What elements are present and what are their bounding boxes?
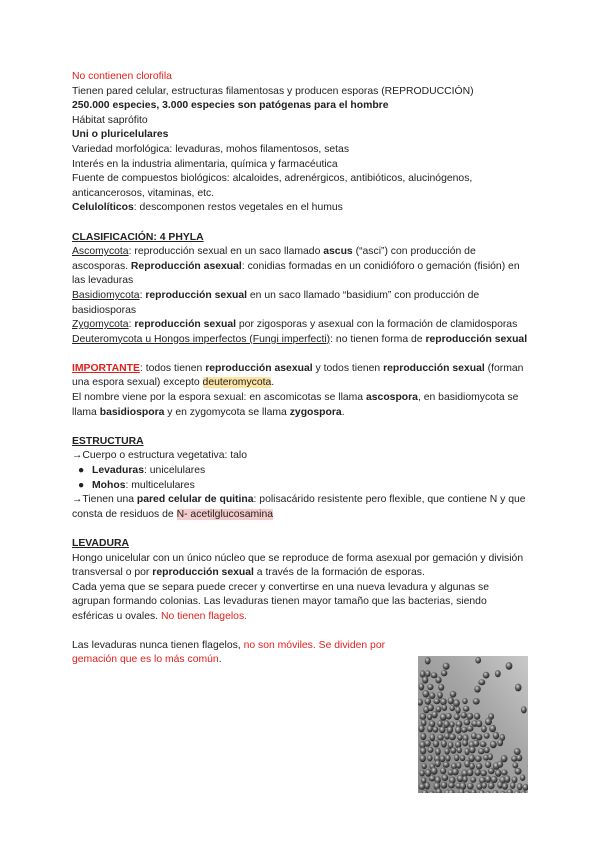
yeast-cell bbox=[420, 733, 426, 740]
yeast-cell bbox=[495, 769, 501, 776]
yeast-cell bbox=[450, 705, 455, 711]
yeast-cell bbox=[484, 747, 490, 754]
estructura-heading: ESTRUCTURA bbox=[72, 435, 144, 447]
yeast-cell bbox=[510, 782, 515, 789]
yeast-cell bbox=[422, 676, 428, 683]
yeast-cell bbox=[419, 770, 424, 777]
yeast-cell bbox=[484, 733, 490, 739]
yeast-cell bbox=[520, 774, 525, 781]
yeast-cell bbox=[485, 761, 491, 768]
yeast-cell bbox=[439, 726, 445, 733]
yeast-cell bbox=[488, 782, 495, 789]
yeast-cell bbox=[450, 747, 456, 754]
yeast-cell bbox=[430, 734, 435, 742]
yeast-cell bbox=[453, 699, 460, 707]
yeast-cell bbox=[427, 684, 433, 690]
ascomycota-paragraph: Ascomycota: reproducción sexual en un saco llamado ascus (“asci”) con producción de ascosporas. Reproducción asexual: conidias formadas en un conidióforo o gemación (fisión) en las levaduras bbox=[72, 246, 520, 287]
interest-line: Interés en la industria alimentaria, química y farmacéutica bbox=[72, 158, 338, 170]
yeast-cell bbox=[493, 732, 499, 740]
yeast-cell bbox=[418, 725, 424, 732]
yeast-cell bbox=[457, 734, 462, 740]
yeast-cell bbox=[512, 762, 518, 768]
yeast-cell bbox=[474, 713, 480, 720]
yeast-cell bbox=[450, 691, 457, 698]
yeast-cell bbox=[474, 686, 480, 693]
list-item: ● Mohos: multicelulares bbox=[72, 479, 528, 494]
yeast-cell bbox=[485, 775, 491, 782]
yeast-cell bbox=[497, 781, 503, 788]
yeast-cell bbox=[476, 734, 483, 741]
estructura-list bbox=[72, 464, 528, 493]
yeast-cell bbox=[425, 657, 431, 664]
yeast-cell bbox=[442, 774, 449, 781]
yeast-cell bbox=[468, 754, 475, 762]
yeast-cell bbox=[470, 777, 476, 783]
yeast-cell bbox=[473, 698, 480, 704]
list-item: ● Levaduras: unicelulares bbox=[72, 464, 528, 479]
yeast-cell bbox=[506, 662, 513, 670]
yeast-cell bbox=[467, 713, 474, 720]
zygomycota-paragraph: Zygomycota: reproducción sexual por zigosporas y asexual con la formación de clamidosporas bbox=[72, 319, 518, 331]
yeast-cell bbox=[467, 769, 474, 776]
importante-paragraph: IMPORTANTE: todos tienen reproducción asexual y todos tienen reproducción sexual (forman una espora sexual) excepto deuteromycota. bbox=[72, 362, 524, 389]
yeast-cell bbox=[502, 783, 508, 790]
yeast-cell bbox=[483, 672, 490, 679]
yeast-cell bbox=[425, 740, 431, 747]
uni-line: Uni o pluricelulares bbox=[72, 129, 169, 141]
levadura-paragraph-2: Cada yema que se separa puede crecer y convertirse en una nueva levadura y algunas se agrupan formando colonias. Las levaduras tienen mayor tamaño que las bacterias, siendo esféricas u ovales. No tienen flagelos. bbox=[72, 581, 490, 622]
yeast-cell bbox=[429, 692, 435, 699]
yeast-cell bbox=[440, 713, 447, 720]
yeast-cell bbox=[433, 740, 439, 748]
yeast-cell bbox=[455, 741, 461, 748]
cuerpo-line: →Cuerpo o estructura vegetativa: talo bbox=[72, 450, 248, 462]
yeast-cell bbox=[438, 684, 444, 691]
yeast-cell bbox=[515, 684, 522, 692]
yeast-cell bbox=[480, 770, 487, 776]
yeast-cell bbox=[421, 777, 426, 783]
nombre-espora-paragraph: El nombre viene por la espora sexual: en ascomicotas se llama ascospora, en basidiomycota se llama basidiospora y en zygomycota se llama zygospora. bbox=[72, 392, 519, 418]
yeast-cell bbox=[449, 734, 456, 741]
bullet-icon: ● bbox=[78, 465, 85, 477]
no-chlorophyll-line: No contienen clorofila bbox=[72, 71, 172, 82]
yeast-cell bbox=[480, 741, 487, 747]
yeast-cell bbox=[448, 697, 454, 704]
yeast-cell bbox=[467, 726, 474, 732]
importante-label: IMPORTANTE bbox=[72, 362, 140, 374]
yeast-cell bbox=[440, 755, 446, 762]
yeast-cell bbox=[460, 712, 467, 719]
yeast-cell bbox=[436, 706, 442, 713]
yeast-cell bbox=[504, 775, 510, 783]
yeast-cell bbox=[425, 769, 431, 777]
yeast-cell bbox=[478, 679, 485, 685]
yeast-cell bbox=[427, 704, 434, 711]
yeast-cell bbox=[420, 747, 426, 754]
yeast-cell bbox=[431, 672, 438, 678]
source-line: Fuente de compuestos biológicos: alcaloides, adrenérgicos, antibióticos, alucinógenos, anticancerosos, vitaminas, etc. bbox=[72, 173, 473, 199]
pared-quitina-paragraph: →Tienen una pared celular de quitina: polisacárido resistente pero flexible, que contiene N y que consta de residuos de N- acetilglucosamina bbox=[72, 494, 526, 520]
yeast-cell bbox=[476, 763, 482, 769]
yeast-cell bbox=[475, 657, 481, 664]
yeast-cell bbox=[456, 762, 461, 769]
bullet-icon: ● bbox=[78, 479, 85, 491]
yeast-cell bbox=[422, 690, 429, 697]
levadura-paragraph-3: Las levaduras nunca tienen flagelos, no son móviles. Se dividen por gemación que es lo más común. bbox=[72, 639, 386, 666]
yeast-cell bbox=[521, 706, 527, 713]
yeast-cell bbox=[469, 763, 475, 770]
yeast-cell bbox=[452, 768, 459, 775]
yeast-cell bbox=[515, 768, 522, 775]
yeast-cell bbox=[464, 719, 471, 725]
yeast-cell bbox=[455, 706, 460, 713]
yeast-cell bbox=[475, 755, 482, 762]
yeast-cell bbox=[435, 748, 441, 756]
yeast-cell bbox=[425, 670, 430, 677]
yeast-cell bbox=[481, 725, 487, 732]
yeast-cell bbox=[427, 725, 433, 732]
celuloliticos-term: Celulolíticos bbox=[72, 202, 134, 214]
yeast-cell bbox=[422, 763, 427, 769]
levadura-heading: LEVADURA bbox=[72, 538, 129, 549]
levadura-paragraph-1: Hongo unicelular con un único núcleo que se reproduce de forma asexual por gemación y división transversal o por reproducción sexual a través de la formación de esporas. bbox=[72, 552, 524, 579]
yeast-cell bbox=[497, 761, 503, 768]
deuteromycota-highlight: deuteromycota bbox=[202, 377, 272, 389]
yeast-cell bbox=[467, 783, 474, 790]
yeast-cell bbox=[435, 760, 441, 767]
yeast-cell bbox=[454, 714, 460, 721]
yeast-cell bbox=[475, 769, 481, 776]
yeast-cell bbox=[427, 755, 432, 762]
yeast-cell bbox=[431, 767, 438, 775]
yeast-cell bbox=[445, 755, 450, 762]
yeast-cell bbox=[454, 754, 459, 761]
yeast-cell bbox=[433, 698, 440, 704]
yeast-cell bbox=[440, 767, 446, 774]
yeast-cell bbox=[420, 755, 426, 762]
yeast-cell bbox=[425, 698, 431, 705]
yeast-cell bbox=[425, 782, 430, 790]
yeast-cell bbox=[476, 720, 482, 727]
yeast-cell bbox=[437, 720, 442, 727]
yeast-cell bbox=[482, 782, 487, 789]
yeast-cell bbox=[463, 706, 470, 712]
yeast-cell bbox=[501, 755, 508, 762]
yeast-cells-illustration bbox=[418, 656, 528, 793]
celuloliticos-line: Celulolíticos: descomponen restos vegetales en el humus bbox=[72, 202, 343, 214]
yeast-cell bbox=[448, 782, 455, 788]
yeast-cell bbox=[488, 753, 493, 760]
habitat-line: Hábitat saprófito bbox=[72, 114, 148, 126]
yeast-cell bbox=[437, 734, 443, 740]
yeast-cell bbox=[432, 711, 438, 718]
yeast-cell bbox=[441, 782, 448, 789]
yeast-cell bbox=[441, 670, 447, 676]
yeast-cell bbox=[476, 783, 482, 790]
yeast-cell bbox=[473, 740, 480, 747]
yeast-cell bbox=[440, 698, 447, 705]
deuteromycota-paragraph: Deuteromycota u Hongos imperfectos (Fungi imperfecti): no tienen forma de reproducción sexual bbox=[72, 333, 528, 345]
yeast-cell bbox=[460, 755, 465, 761]
yeast-cell bbox=[488, 768, 495, 774]
basidiomycota-paragraph: Basidiomycota: reproducción sexual en un saco llamado “basidium” con producción de basidiosporas bbox=[72, 289, 480, 316]
yeast-cell bbox=[465, 748, 470, 756]
yeast-micrograph-image bbox=[418, 656, 528, 793]
yeast-cell bbox=[514, 748, 521, 755]
yeast-cell bbox=[427, 747, 433, 753]
yeast-cell bbox=[462, 698, 467, 704]
yeast-cell bbox=[435, 677, 441, 684]
yeast-cell bbox=[443, 663, 450, 670]
yeast-cell bbox=[478, 748, 485, 754]
clasificacion-heading: CLASIFICACIÓN: 4 PHYLA bbox=[72, 231, 204, 243]
yeast-cell bbox=[501, 770, 508, 776]
yeast-cell bbox=[462, 776, 467, 783]
ascomycota-term: Ascomycota bbox=[72, 246, 129, 258]
yeast-cell bbox=[491, 776, 498, 783]
yeast-cell bbox=[517, 783, 522, 790]
yeast-cell bbox=[485, 718, 492, 726]
yeast-cell bbox=[442, 704, 447, 711]
yeast-cell bbox=[490, 741, 497, 749]
yeast-cell bbox=[419, 783, 426, 789]
yeast-cell bbox=[469, 746, 476, 753]
yeast-cell bbox=[462, 740, 468, 747]
yeast-cell bbox=[497, 739, 503, 746]
variety-line: Variedad morfológica: levaduras, mohos filamentosos, setas bbox=[72, 143, 350, 155]
document-page bbox=[72, 70, 528, 668]
zygomycota-term: Zygomycota bbox=[72, 319, 129, 331]
yeast-cell bbox=[443, 762, 450, 768]
yeast-cell bbox=[495, 670, 501, 677]
cell-wall-line: Tienen pared celular, estructuras filamentosas y producen esporas (REPRODUCCIÓN) bbox=[72, 85, 474, 97]
yeast-cell bbox=[429, 775, 436, 781]
yeast-cell bbox=[461, 727, 467, 733]
acetilglucosamina-highlight: N- acetilglucosamina bbox=[176, 508, 274, 520]
yeast-cell bbox=[433, 726, 439, 732]
species-line: 250.000 especies, 3.000 especies son patógenas para el hombre bbox=[72, 100, 389, 112]
yeast-cell bbox=[447, 726, 453, 734]
yeast-cell bbox=[446, 713, 452, 720]
yeast-cell bbox=[441, 740, 447, 748]
yeast-cell bbox=[444, 748, 449, 755]
yeast-cell bbox=[516, 754, 522, 761]
yeast-cell bbox=[457, 747, 462, 753]
yeast-cell bbox=[419, 683, 425, 690]
yeast-cell bbox=[420, 713, 427, 720]
basidiomycota-term: Basidiomycota bbox=[72, 289, 140, 301]
deuteromycota-term: Deuteromycota u Hongos imperfectos (Fungi imperfecti) bbox=[72, 333, 331, 345]
yeast-cell bbox=[455, 726, 462, 734]
yeast-cell bbox=[489, 725, 496, 732]
yeast-cell bbox=[437, 692, 443, 699]
